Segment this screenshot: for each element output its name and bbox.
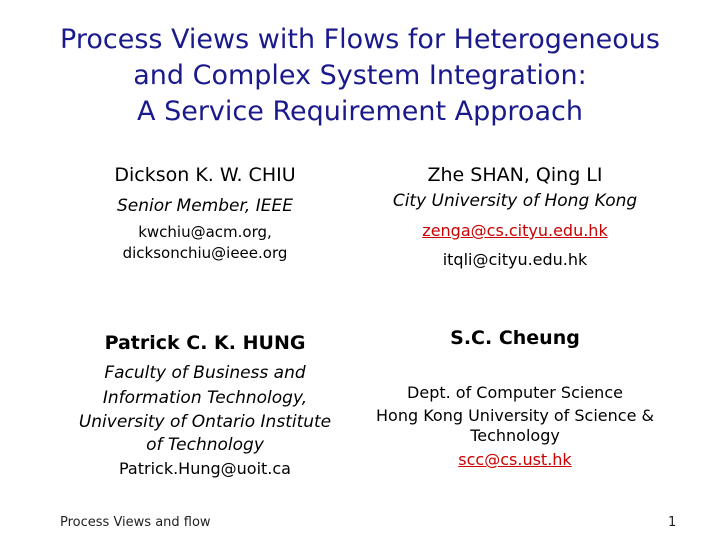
author-cheung-name: S.C. Cheung: [450, 327, 580, 349]
author-hung-aff-4: of Technology: [146, 435, 264, 455]
title-line-1: Process Views with Flows for Heterogeneous: [60, 24, 660, 55]
footer-label: Process Views and flow: [60, 515, 211, 530]
author-hung-email: Patrick.Hung@uoit.ca: [119, 459, 291, 478]
author-shan-li-affiliation: City University of Hong Kong: [392, 191, 638, 211]
author-chiu-name: Dickson K. W. CHIU: [114, 164, 296, 186]
author-hung-name: Patrick C. K. HUNG: [104, 332, 306, 354]
author-chiu-email-1: kwchiu@acm.org,: [138, 223, 272, 241]
author-hung-aff-1: Faculty of Business and: [104, 363, 306, 383]
author-cheung-email-link[interactable]: scc@cs.ust.hk: [458, 450, 572, 469]
page-number: 1: [668, 515, 677, 530]
author-shan-li-email-link[interactable]: zenga@cs.cityu.edu.hk: [422, 221, 608, 240]
author-shan-li-email-2: itqli@cityu.edu.hk: [442, 250, 588, 269]
slide-title: [0, 22, 720, 130]
author-cheung-aff-3: Technology: [470, 426, 560, 445]
author-chiu-role: Senior Member, IEEE: [117, 196, 293, 216]
author-chiu-email-2: dicksonchiu@ieee.org: [122, 244, 288, 262]
title-line-3: A Service Requirement Approach: [137, 96, 583, 127]
author-shan-li-name: Zhe SHAN, Qing LI: [427, 164, 603, 186]
title-line-2: and Complex System Integration:: [133, 60, 587, 91]
author-hung-aff-2: Information Technology,: [102, 388, 308, 408]
author-cheung-aff-2: Hong Kong University of Science &: [376, 406, 654, 425]
author-hung-aff-3: University of Ontario Institute: [78, 412, 332, 432]
author-cheung-aff-1: Dept. of Computer Science: [407, 383, 623, 402]
